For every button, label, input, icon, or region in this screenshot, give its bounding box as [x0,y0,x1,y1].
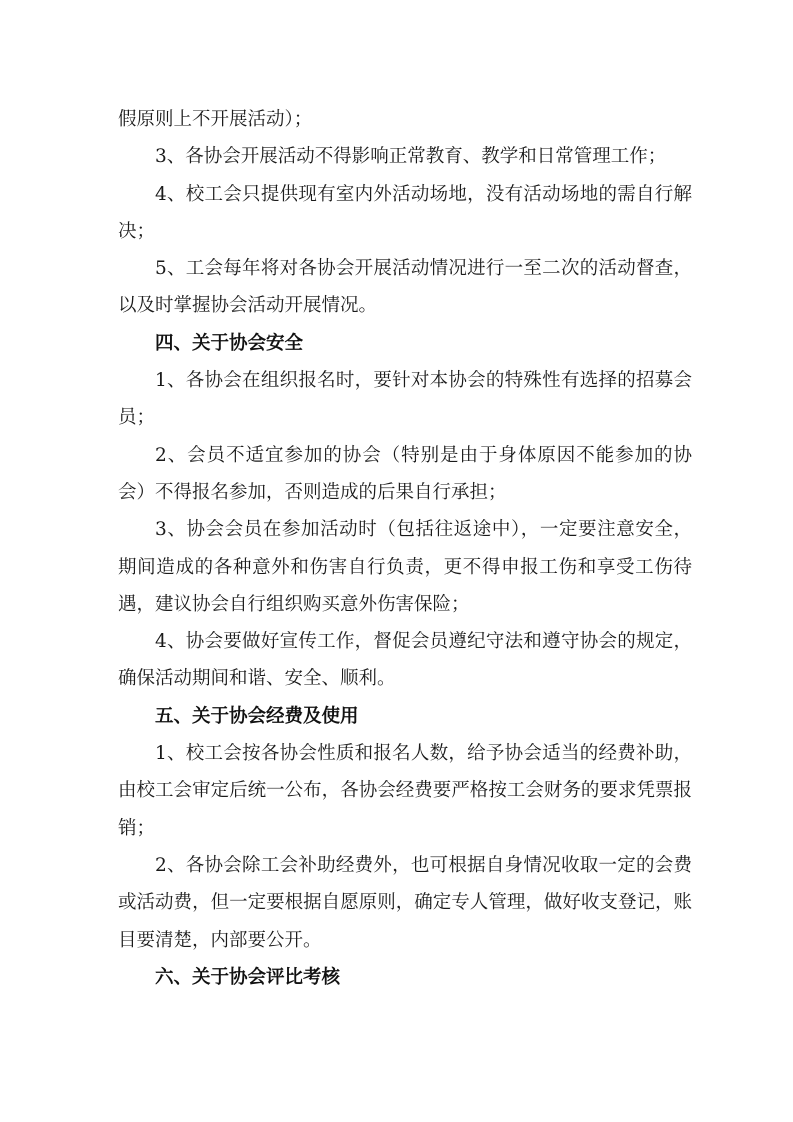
list-item-2-unsuitable-members: 2、会员不适宜参加的协会（特别是由于身体原因不能参加的协会）不得报名参加，否则造成的后果自行承担； [118,444,692,503]
document-body [118,101,692,996]
heading-section-6-evaluation-assessment: 六、关于协会评比考核 [155,966,341,988]
list-item-1-member-recruitment: 1、各协会在组织报名时，要针对本协会的特殊性有选择的招募会员； [118,370,692,429]
list-item-2-membership-fees: 2、各协会除工会补助经费外，也可根据自身情况收取一定的会费或活动费，但一定要根据自愿原则，确定专人管理，做好收支登记，账目要清楚，内部要公开。 [118,854,692,951]
paragraph-continuation: 假原则上不开展活动）； [118,109,313,130]
list-item-4-activity-venues: 4、校工会只提供现有室内外活动场地，没有活动场地的需自行解决； [118,183,692,242]
list-item-5-annual-supervision: 5、工会每年将对各协会开展活动情况进行一至二次的活动督查，以及时掌握协会活动开展情况。 [118,258,692,317]
list-item-3-activity-safety-liability: 3、协会会员在参加活动时（包括往返途中），一定要注意安全，期间造成的各种意外和伤害自行负责，更不得申报工伤和享受工伤待遇，建议协会自行组织购买意外伤害保险； [118,519,692,615]
list-item-1-funding-subsidy: 1、校工会按各协会性质和报名人数，给予协会适当的经费补助，由校工会审定后统一公布，各协会经费要严格按工会财务的要求凭票报销； [118,743,692,839]
heading-section-5-funding-and-use: 五、关于协会经费及使用 [155,705,359,727]
list-item-3-activities-impact: 3、各协会开展活动不得影响正常教育、教学和日常管理工作； [155,146,667,168]
list-item-4-publicity-discipline: 4、协会要做好宣传工作，督促会员遵纪守法和遵守协会的规定，确保活动期间和谐、安全、顺利。 [118,631,692,690]
heading-section-4-association-safety: 四、关于协会安全 [155,332,304,354]
